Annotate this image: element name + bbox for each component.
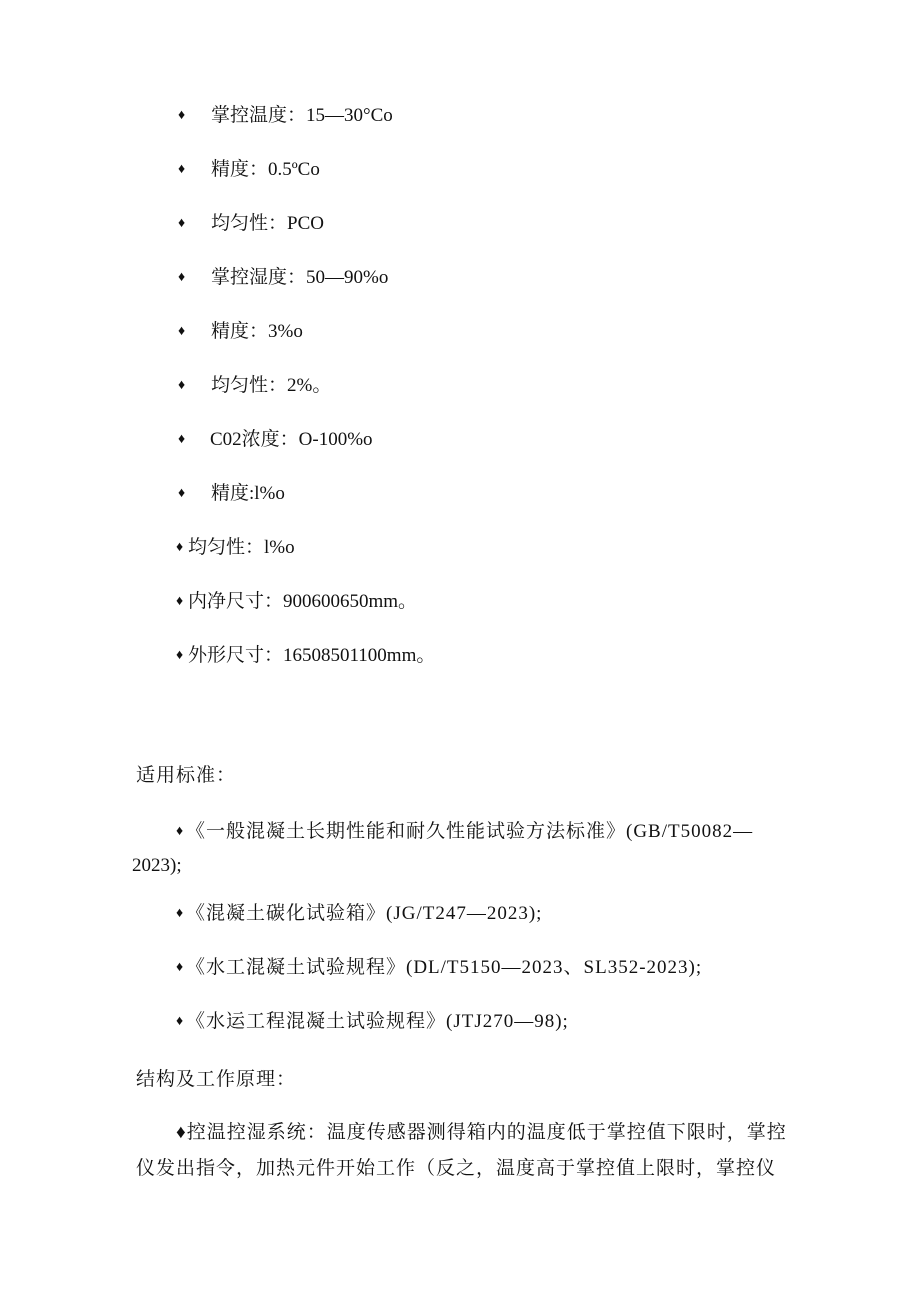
- standard-item: 《水工混凝土试验规程》(DL/T5150—2023、SL352-2023);: [186, 957, 703, 978]
- bullet-icon: ♦: [178, 216, 186, 231]
- bullet-icon: ♦: [176, 824, 184, 839]
- bullet-icon: ♦: [176, 960, 184, 975]
- spec-item: 内净尺寸：900600650mm。: [188, 591, 418, 612]
- bullet-icon: ♦: [178, 378, 186, 393]
- spec-item: 精度:l%o: [211, 483, 285, 504]
- structure-paragraph: ♦控温控湿系统：温度传感器测得箱内的温度低于掌控值下限时，掌控仪发出指令，加热元件开始工作（反之，温度高于掌控值上限时，掌控仪: [136, 1122, 787, 1179]
- bullet-icon: ♦: [178, 324, 186, 339]
- spec-item: 精度：3%o: [211, 321, 303, 342]
- standard-item-continuation: 2023);: [132, 855, 182, 876]
- spec-item: 外形尺寸：16508501100mm。: [188, 645, 436, 666]
- bullet-icon: ♦: [178, 162, 186, 177]
- bullet-icon: ♦: [176, 594, 184, 609]
- structure-heading: 结构及工作原理：: [136, 1069, 297, 1090]
- bullet-icon: ♦: [178, 108, 186, 123]
- standard-item: 《混凝土碳化试验箱》(JG/T247—2023);: [186, 903, 543, 924]
- spec-item: 均匀性：PCO: [211, 213, 324, 234]
- standard-item: 《水运工程混凝土试验规程》(JTJ270—98);: [186, 1011, 569, 1032]
- spec-item: C02浓度：O-100%o: [210, 429, 373, 450]
- standards-heading: 适用标准：: [136, 765, 237, 786]
- spec-item: 掌控湿度：50—90%o: [211, 267, 389, 288]
- spec-item: 均匀性：2%。: [211, 375, 332, 396]
- bullet-icon: ♦: [176, 1014, 184, 1029]
- bullet-icon: ♦: [176, 906, 184, 921]
- spec-item: 均匀性：l%o: [188, 537, 295, 558]
- bullet-icon: ♦: [176, 648, 184, 663]
- bullet-icon: ♦: [178, 486, 186, 501]
- bullet-icon: ♦: [178, 432, 186, 447]
- bullet-icon: ♦: [178, 270, 186, 285]
- spec-item: 精度：0.5ºCo: [211, 159, 320, 180]
- bullet-icon: ♦: [176, 540, 184, 555]
- standard-item: 《一般混凝土长期性能和耐久性能试验方法标准》(GB/T50082—: [186, 821, 754, 842]
- spec-item: 掌控温度：15—30°Co: [211, 105, 393, 126]
